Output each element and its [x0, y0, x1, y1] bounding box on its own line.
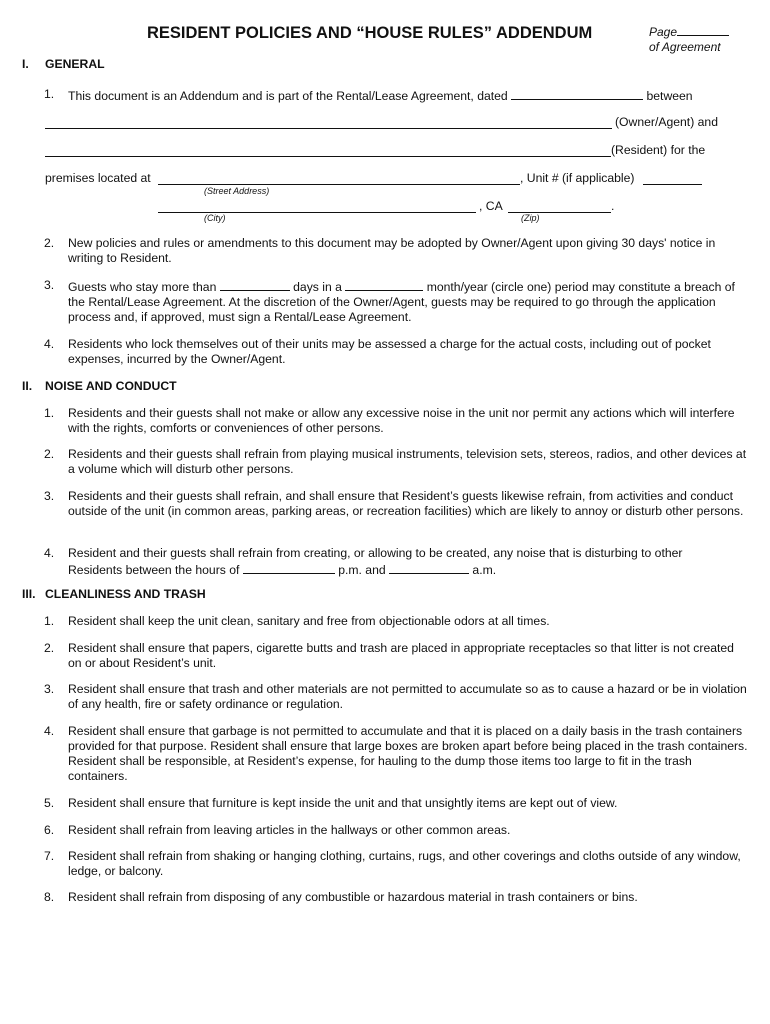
street-address-caption: (Street Address) — [204, 186, 270, 196]
clean-item-8: Resident shall refrain from disposing of any combustible or hazardous material in trash containers or bins. — [68, 890, 638, 904]
item-number: 6. — [44, 823, 55, 837]
resident-label: (Resident) for the — [611, 143, 706, 157]
item-number: 7. — [44, 849, 55, 863]
general-item-1-line1: This document is an Addendum and is part of the Rental/Lease Agreement, dated between — [68, 89, 693, 103]
section-number: II. — [22, 379, 33, 393]
item-number: 5. — [44, 796, 55, 810]
item-number: 1. — [44, 87, 55, 101]
clean-item-6: Resident shall refrain from leaving articles in the hallways or other common areas. — [68, 823, 511, 837]
period-count-field[interactable] — [345, 278, 423, 291]
agreement-date-field[interactable] — [511, 87, 643, 100]
page-reference — [649, 23, 729, 55]
guest-days-field[interactable] — [220, 278, 290, 291]
premises-label: premises located at — [45, 171, 151, 185]
noise-item-1: Residents and their guests shall not make or allow any excessive noise in the unit nor permit any actions which will interfere with the rights, comforts or conveniences of other persons. — [68, 406, 735, 435]
clean-item-7: Resident shall refrain from shaking or hanging clothing, curtains, rugs, and other coverings and cloths outside of any window, ledge, or balcony. — [68, 849, 741, 878]
item-number: 4. — [44, 546, 55, 560]
item-number: 2. — [44, 447, 55, 461]
item-number: 1. — [44, 614, 55, 628]
item-number: 2. — [44, 236, 55, 250]
period: . — [611, 199, 615, 213]
owner-agent-label: (Owner/Agent) and — [615, 115, 718, 129]
item-number: 4. — [44, 337, 55, 351]
resident-name-field[interactable] — [45, 156, 611, 157]
item-number: 2. — [44, 641, 55, 655]
item-number: 3. — [44, 278, 55, 292]
page-number-field[interactable] — [677, 23, 729, 36]
clean-item-5: Resident shall ensure that furniture is kept inside the unit and that unsightly items are kept out of view. — [68, 796, 618, 810]
section-title-noise: NOISE AND CONDUCT — [45, 379, 177, 393]
quiet-hours-start-field[interactable] — [243, 561, 335, 574]
section-number: I. — [22, 57, 29, 71]
noise-item-3: Residents and their guests shall refrain, and shall ensure that Resident’s guests likewise refrain, from activities and conduct outside of the unit (in common areas, parking areas, or recreation facilities) which are likely to annoy or disturb other persons. — [68, 489, 744, 518]
clean-item-1: Resident shall keep the unit clean, sanitary and free from objectionable odors at all times. — [68, 614, 550, 628]
item-number: 3. — [44, 682, 55, 696]
street-address-field[interactable] — [158, 184, 520, 185]
section-number: III. — [22, 587, 36, 601]
item-number: 8. — [44, 890, 55, 904]
section-title-cleanliness: CLEANLINESS AND TRASH — [45, 587, 206, 601]
state-label: , CA — [479, 199, 503, 213]
of-agreement-label: of Agreement — [649, 40, 721, 54]
general-item-4: Residents who lock themselves out of their units may be assessed a charge for the actual costs, including out of pocket expenses, incurred by the Owner/Agent. — [68, 337, 711, 366]
general-item-2: New policies and rules or amendments to this document may be adopted by Owner/Agent upon giving 30 days' notice in writing to Resident. — [68, 236, 716, 265]
city-caption: (City) — [204, 213, 226, 223]
clean-item-3: Resident shall ensure that trash and other materials are not permitted to accumulate so as to cause a hazard or be in violation of any health, fire or safety ordinance or regulation. — [68, 682, 747, 711]
item-number: 3. — [44, 489, 55, 503]
item-number: 1. — [44, 406, 55, 420]
page-title: RESIDENT POLICIES AND “HOUSE RULES” ADDENDUM — [147, 24, 593, 42]
clean-item-4: Resident shall ensure that garbage is not permitted to accumulate and that it is placed on a daily basis in the trash containers provided for that purpose. Resident shall ensure that large boxes are broken apart before being placed in the trash containers. Resident shall be responsible, at Resident’s expense, for hauling to the dump those items too large to fit in the trash containers. — [68, 724, 748, 783]
unit-label: , Unit # (if applicable) — [520, 171, 635, 185]
general-item-3: Guests who stay more than days in a month/year (circle one) period may constitute a breach of the Rental/Lease Agreement. At the discretion of the Owner/Agent, guests may be required to go through the application process and, if approved, must sign a Rental/Lease Agreement. — [68, 280, 735, 324]
noise-item-4: Resident and their guests shall refrain from creating, or allowing to be created, any noise that is disturbing to other Residents between the hours of p.m. and a.m. — [68, 546, 683, 577]
item-number: 4. — [44, 724, 55, 738]
section-title-general: GENERAL — [45, 57, 105, 71]
zip-caption: (Zip) — [521, 213, 540, 223]
noise-item-2: Residents and their guests shall refrain from playing musical instruments, television sets, stereos, radios, and other devices at a volume which will disturb other persons. — [68, 447, 747, 476]
clean-item-2: Resident shall ensure that papers, cigarette butts and trash are placed in appropriate receptacles so that litter is not created on or about Resident’s unit. — [68, 641, 734, 670]
unit-number-field[interactable] — [643, 184, 702, 185]
owner-agent-name-field[interactable] — [45, 128, 612, 129]
quiet-hours-end-field[interactable] — [389, 561, 469, 574]
page-label: Page — [649, 25, 678, 39]
